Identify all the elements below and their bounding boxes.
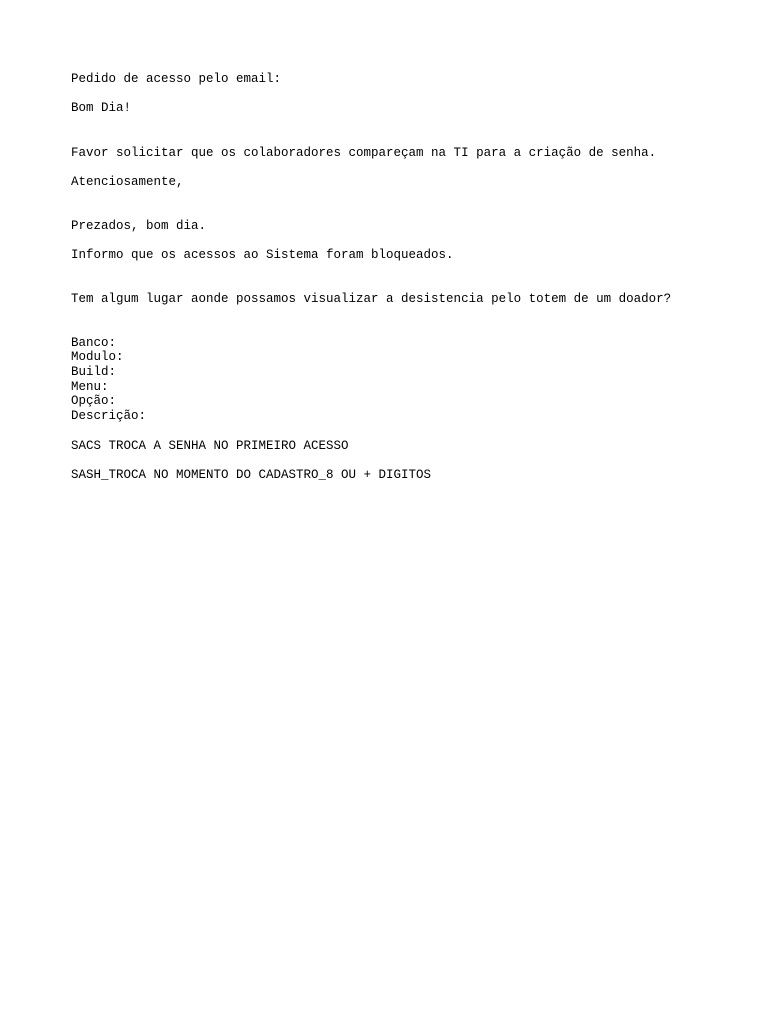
request-text: Favor solicitar que os colaboradores compareçam na TI para a criação de senha. — [71, 146, 657, 160]
notice-text: Informo que os acessos ao Sistema foram bloqueados. — [71, 248, 454, 262]
question-text: Tem algum lugar aonde possamos visualizar a desistencia pelo totem de um doador? — [71, 292, 672, 306]
heading-text: Pedido de acesso pelo email: — [71, 72, 282, 86]
salutation-text: Prezados, bom dia. — [71, 219, 207, 233]
field-descricao: Descrição: — [71, 409, 147, 423]
note-sash-text: SASH_TROCA NO MOMENTO DO CADASTRO_8 OU + DIGITOS — [71, 468, 432, 482]
closing-text: Atenciosamente, — [71, 175, 184, 189]
field-menu: Menu: — [71, 380, 109, 394]
field-modulo: Modulo: — [71, 350, 124, 364]
greeting-text: Bom Dia! — [71, 101, 132, 115]
note-sacs-text: SACS TROCA A SENHA NO PRIMEIRO ACESSO — [71, 439, 349, 453]
field-opcao: Opção: — [71, 394, 117, 408]
field-build: Build: — [71, 365, 117, 379]
field-banco: Banco: — [71, 336, 117, 350]
